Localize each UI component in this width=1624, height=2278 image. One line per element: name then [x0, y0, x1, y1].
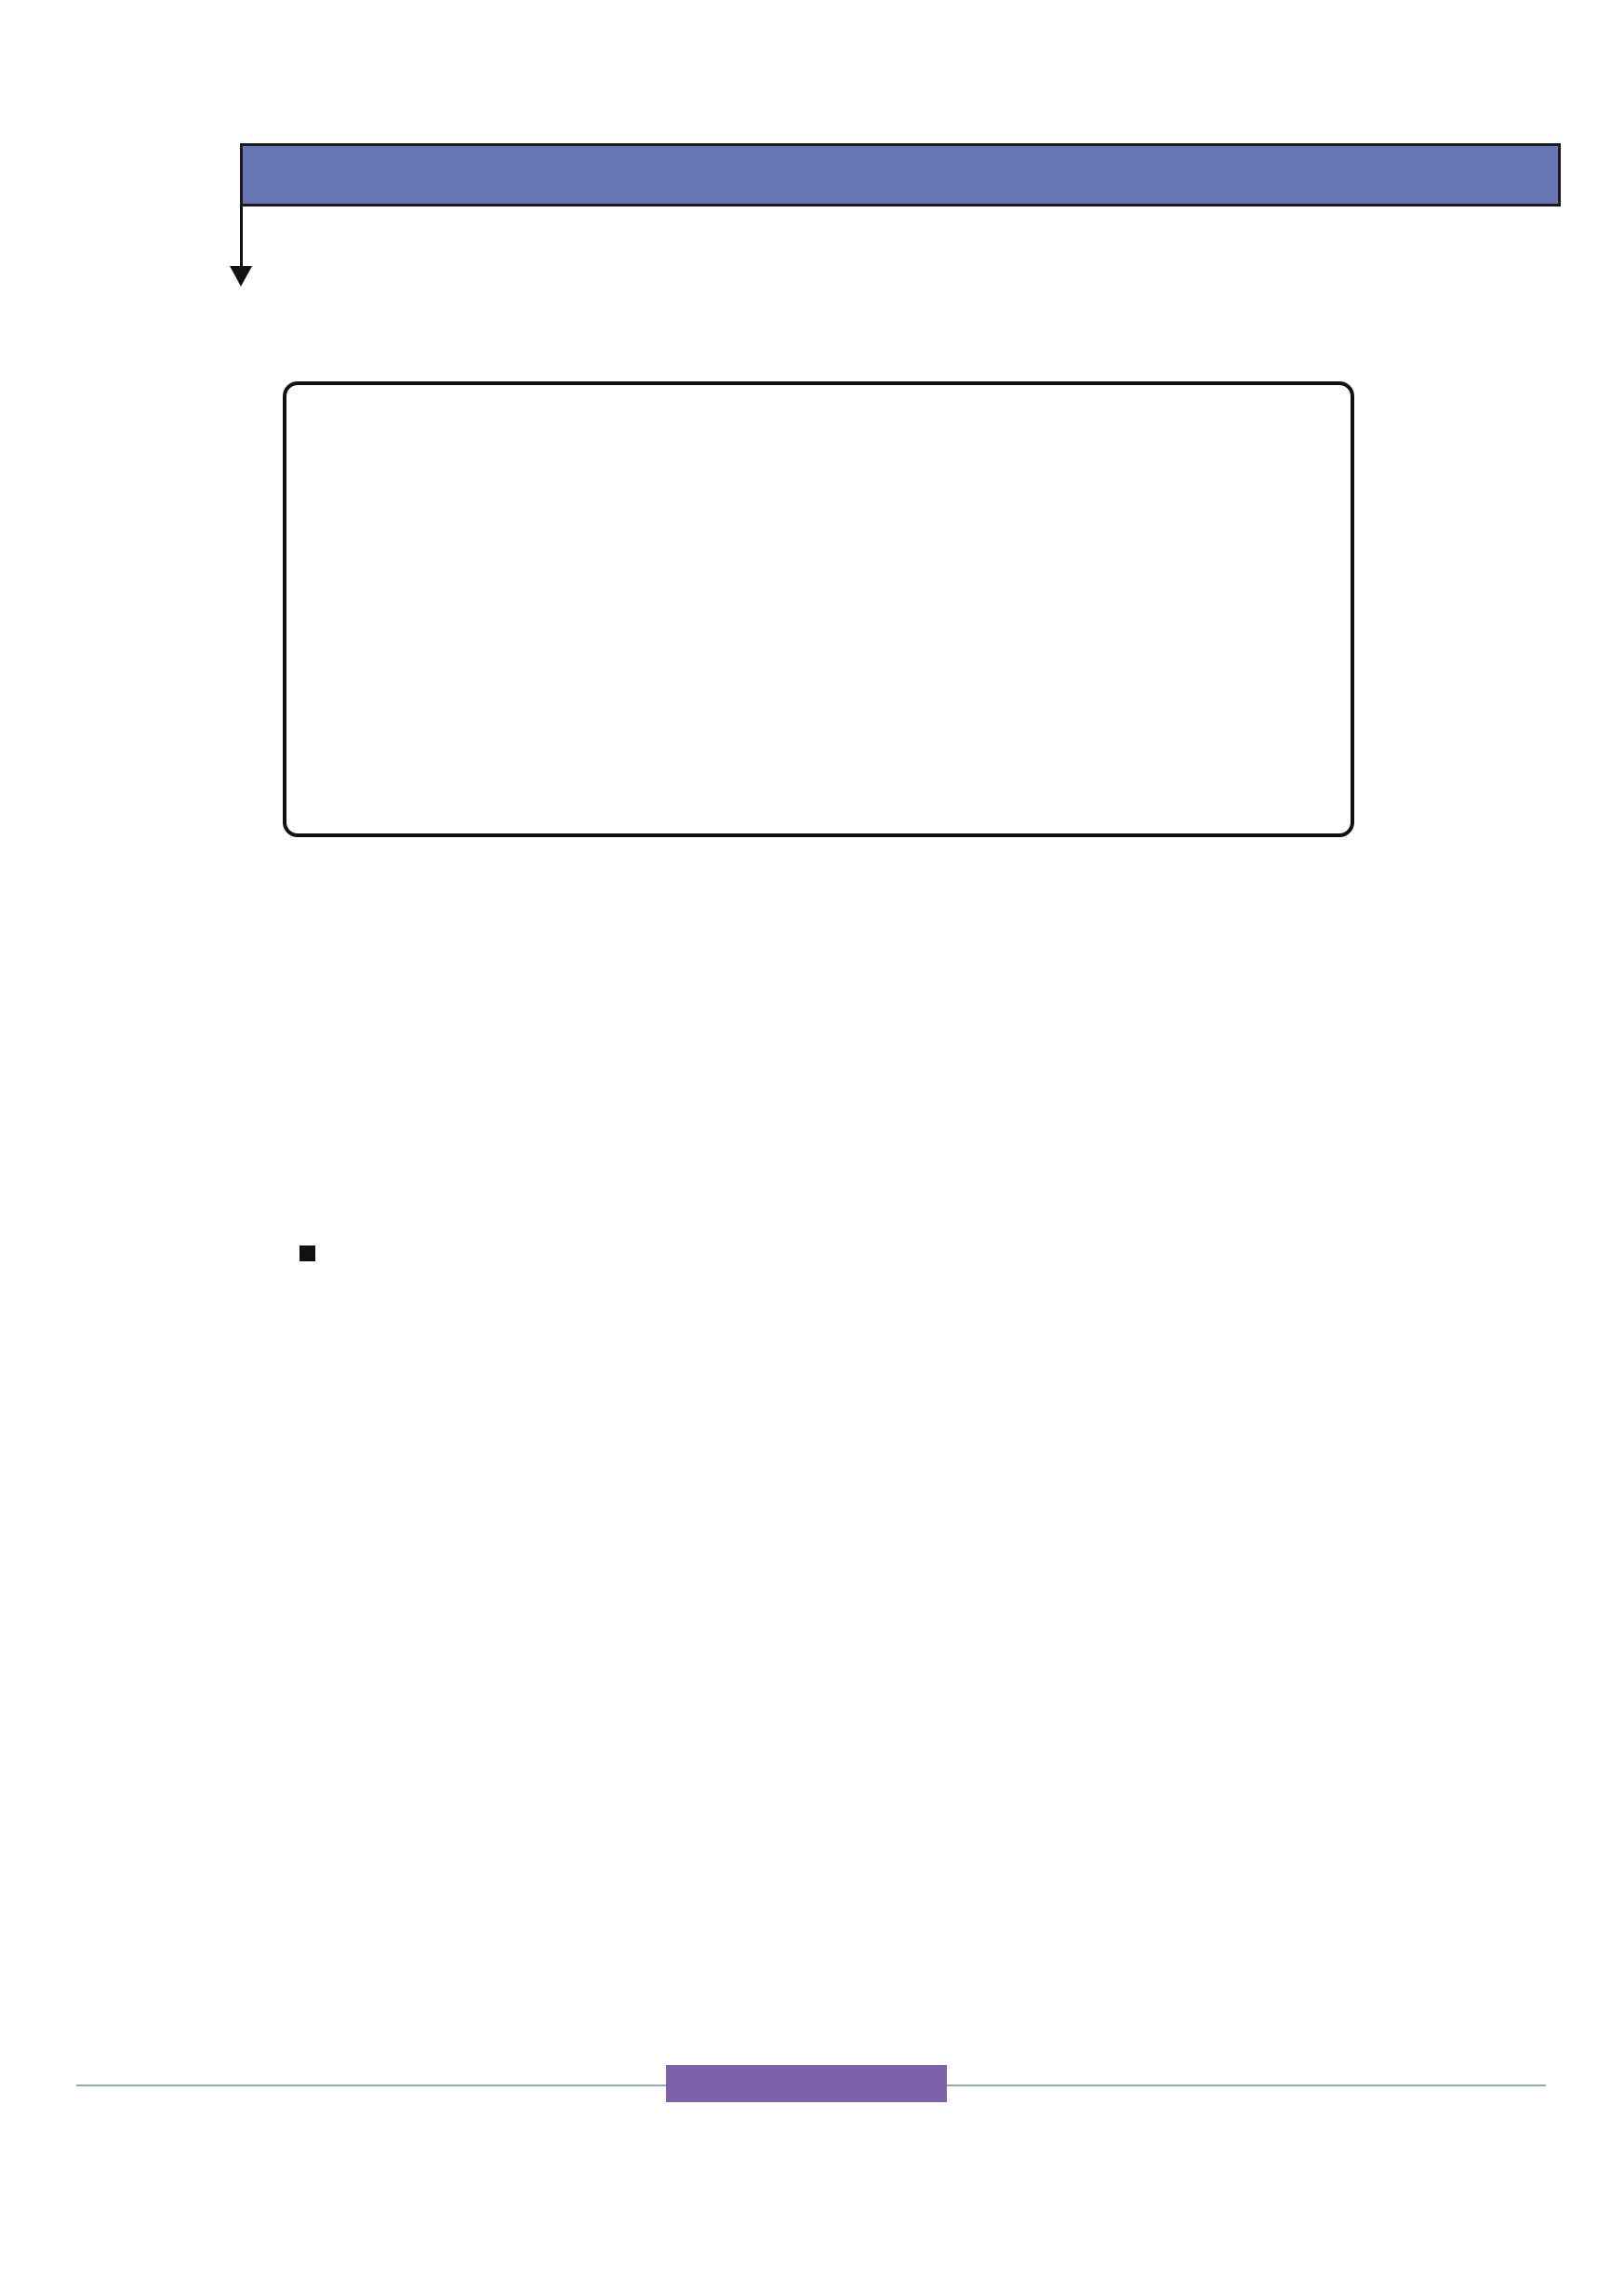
chapter-header-bar [240, 143, 1561, 206]
page-number-badge [666, 2065, 947, 2102]
keyboard-illustration [283, 381, 1354, 837]
keyboard-diagram [314, 413, 1328, 804]
down-arrow-icon [230, 266, 252, 286]
header-arrow-line [240, 206, 243, 270]
square-bullet-icon [300, 1246, 315, 1261]
